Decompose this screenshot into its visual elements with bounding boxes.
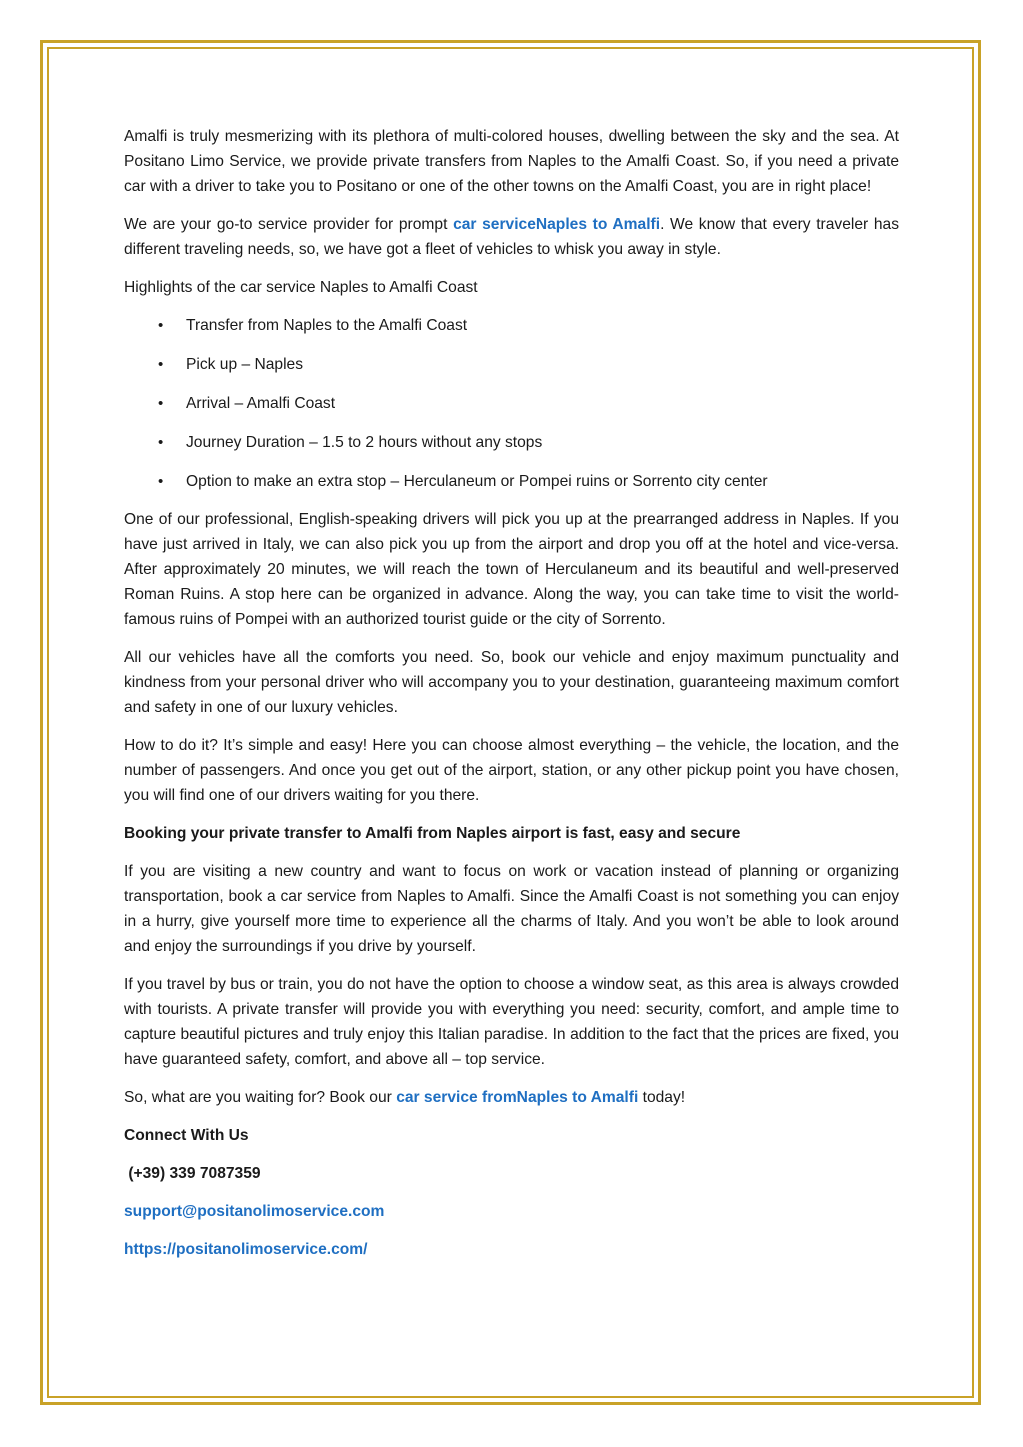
drivers-paragraph: One of our professional, English-speaking drivers will pick you up at the prearranged address in Naples. If you have just arrived in Italy, we can also pick you up from the airport and drop you off at the hotel and vice-versa. After approximately 20 minutes, we will reach the town of Herculaneum and its beautiful and well-preserved Roman Ruins. A stop here can be organized in advance. Along the way, you can take time to visit the world-famous ruins of Pompei with an authorized tourist guide or the city of Sorrento.	[124, 511, 899, 628]
booking-heading: Booking your private transfer to Amalfi from Naples airport is fast, easy and secure	[124, 825, 741, 842]
contact-heading: Connect With Us	[124, 1127, 249, 1144]
highlights-title: Highlights of the car service Naples to Amalfi Coast	[124, 279, 478, 296]
bullet-icon: •	[158, 473, 164, 490]
service-paragraph	[124, 212, 899, 262]
cta-paragraph	[124, 1085, 899, 1110]
how-to-paragraph: How to do it? It’s simple and easy! Here you can choose almost everything – the vehicle, the location, and the number of passengers. And once you get out of the airport, station, or any other pickup point you have chosen, you will find one of our drivers waiting for you there.	[124, 737, 899, 804]
document-body	[124, 124, 899, 1275]
car-service-from-link[interactable]: car service fromNaples to Amalfi	[396, 1089, 639, 1106]
contact-website-link[interactable]: https://positanolimoservice.com/	[124, 1241, 368, 1258]
bullet-icon: •	[158, 356, 164, 373]
service-text-after: . We know that every traveler has different traveling needs, so, we have got a fleet of vehicles to whisk you away in style.	[124, 216, 900, 258]
travel-paragraph: If you travel by bus or train, you do not have the option to choose a window seat, as this area is always crowded with tourists. A private transfer will provide you with everything you need: security, comfort, and ample time to capture beautiful pictures and truly enjoy this Italian paradise. In addition to the fact that the prices are fixed, you have guaranteed safety, comfort, and above all – top service.	[124, 976, 899, 1068]
contact-email-link[interactable]: support@positanolimoservice.com	[124, 1203, 385, 1220]
list-item	[158, 391, 899, 416]
list-item	[158, 469, 899, 494]
vehicles-paragraph: All our vehicles have all the comforts you need. So, book our vehicle and enjoy maximum punctuality and kindness from your personal driver who will accompany you to your destination, guaranteeing maximum comfort and safety in one of our luxury vehicles.	[124, 649, 899, 716]
list-item-text: Arrival – Amalfi Coast	[186, 395, 336, 412]
service-text-before: We are your go-to service provider for prompt	[124, 216, 454, 233]
contact-phone: (+39) 339 7087359	[124, 1165, 261, 1182]
cta-text-before: So, what are you waiting for? Book our	[124, 1089, 397, 1106]
list-item	[158, 352, 899, 377]
list-item-text: Option to make an extra stop – Herculaneum or Pompei ruins or Sorrento city center	[186, 473, 768, 490]
visiting-paragraph: If you are visiting a new country and want to focus on work or vacation instead of planning or organizing transportation, book a car service from Naples to Amalfi. Since the Amalfi Coast is not something you can enjoy in a hurry, give yourself more time to experience all the charms of Italy. And you won’t be able to look around and enjoy the surroundings if you drive by yourself.	[124, 863, 899, 955]
list-item-text: Transfer from Naples to the Amalfi Coast	[186, 317, 468, 334]
car-service-link[interactable]: car serviceNaples to Amalfi	[453, 216, 661, 233]
list-item-text: Journey Duration – 1.5 to 2 hours without any stops	[186, 434, 543, 451]
list-item	[158, 430, 899, 455]
bullet-icon: •	[158, 317, 164, 334]
list-item	[158, 313, 899, 338]
list-item-text: Pick up – Naples	[186, 356, 304, 373]
intro-paragraph: Amalfi is truly mesmerizing with its plethora of multi-colored houses, dwelling between the sky and the sea. At Positano Limo Service, we provide private transfers from Naples to the Amalfi Coast. So, if you need a private car with a driver to take you to Positano or one of the other towns on the Amalfi Coast, you are in right place!	[124, 128, 899, 195]
bullet-icon: •	[158, 434, 164, 451]
bullet-icon: •	[158, 395, 164, 412]
cta-text-after: today!	[638, 1089, 686, 1106]
highlights-list	[124, 313, 899, 494]
